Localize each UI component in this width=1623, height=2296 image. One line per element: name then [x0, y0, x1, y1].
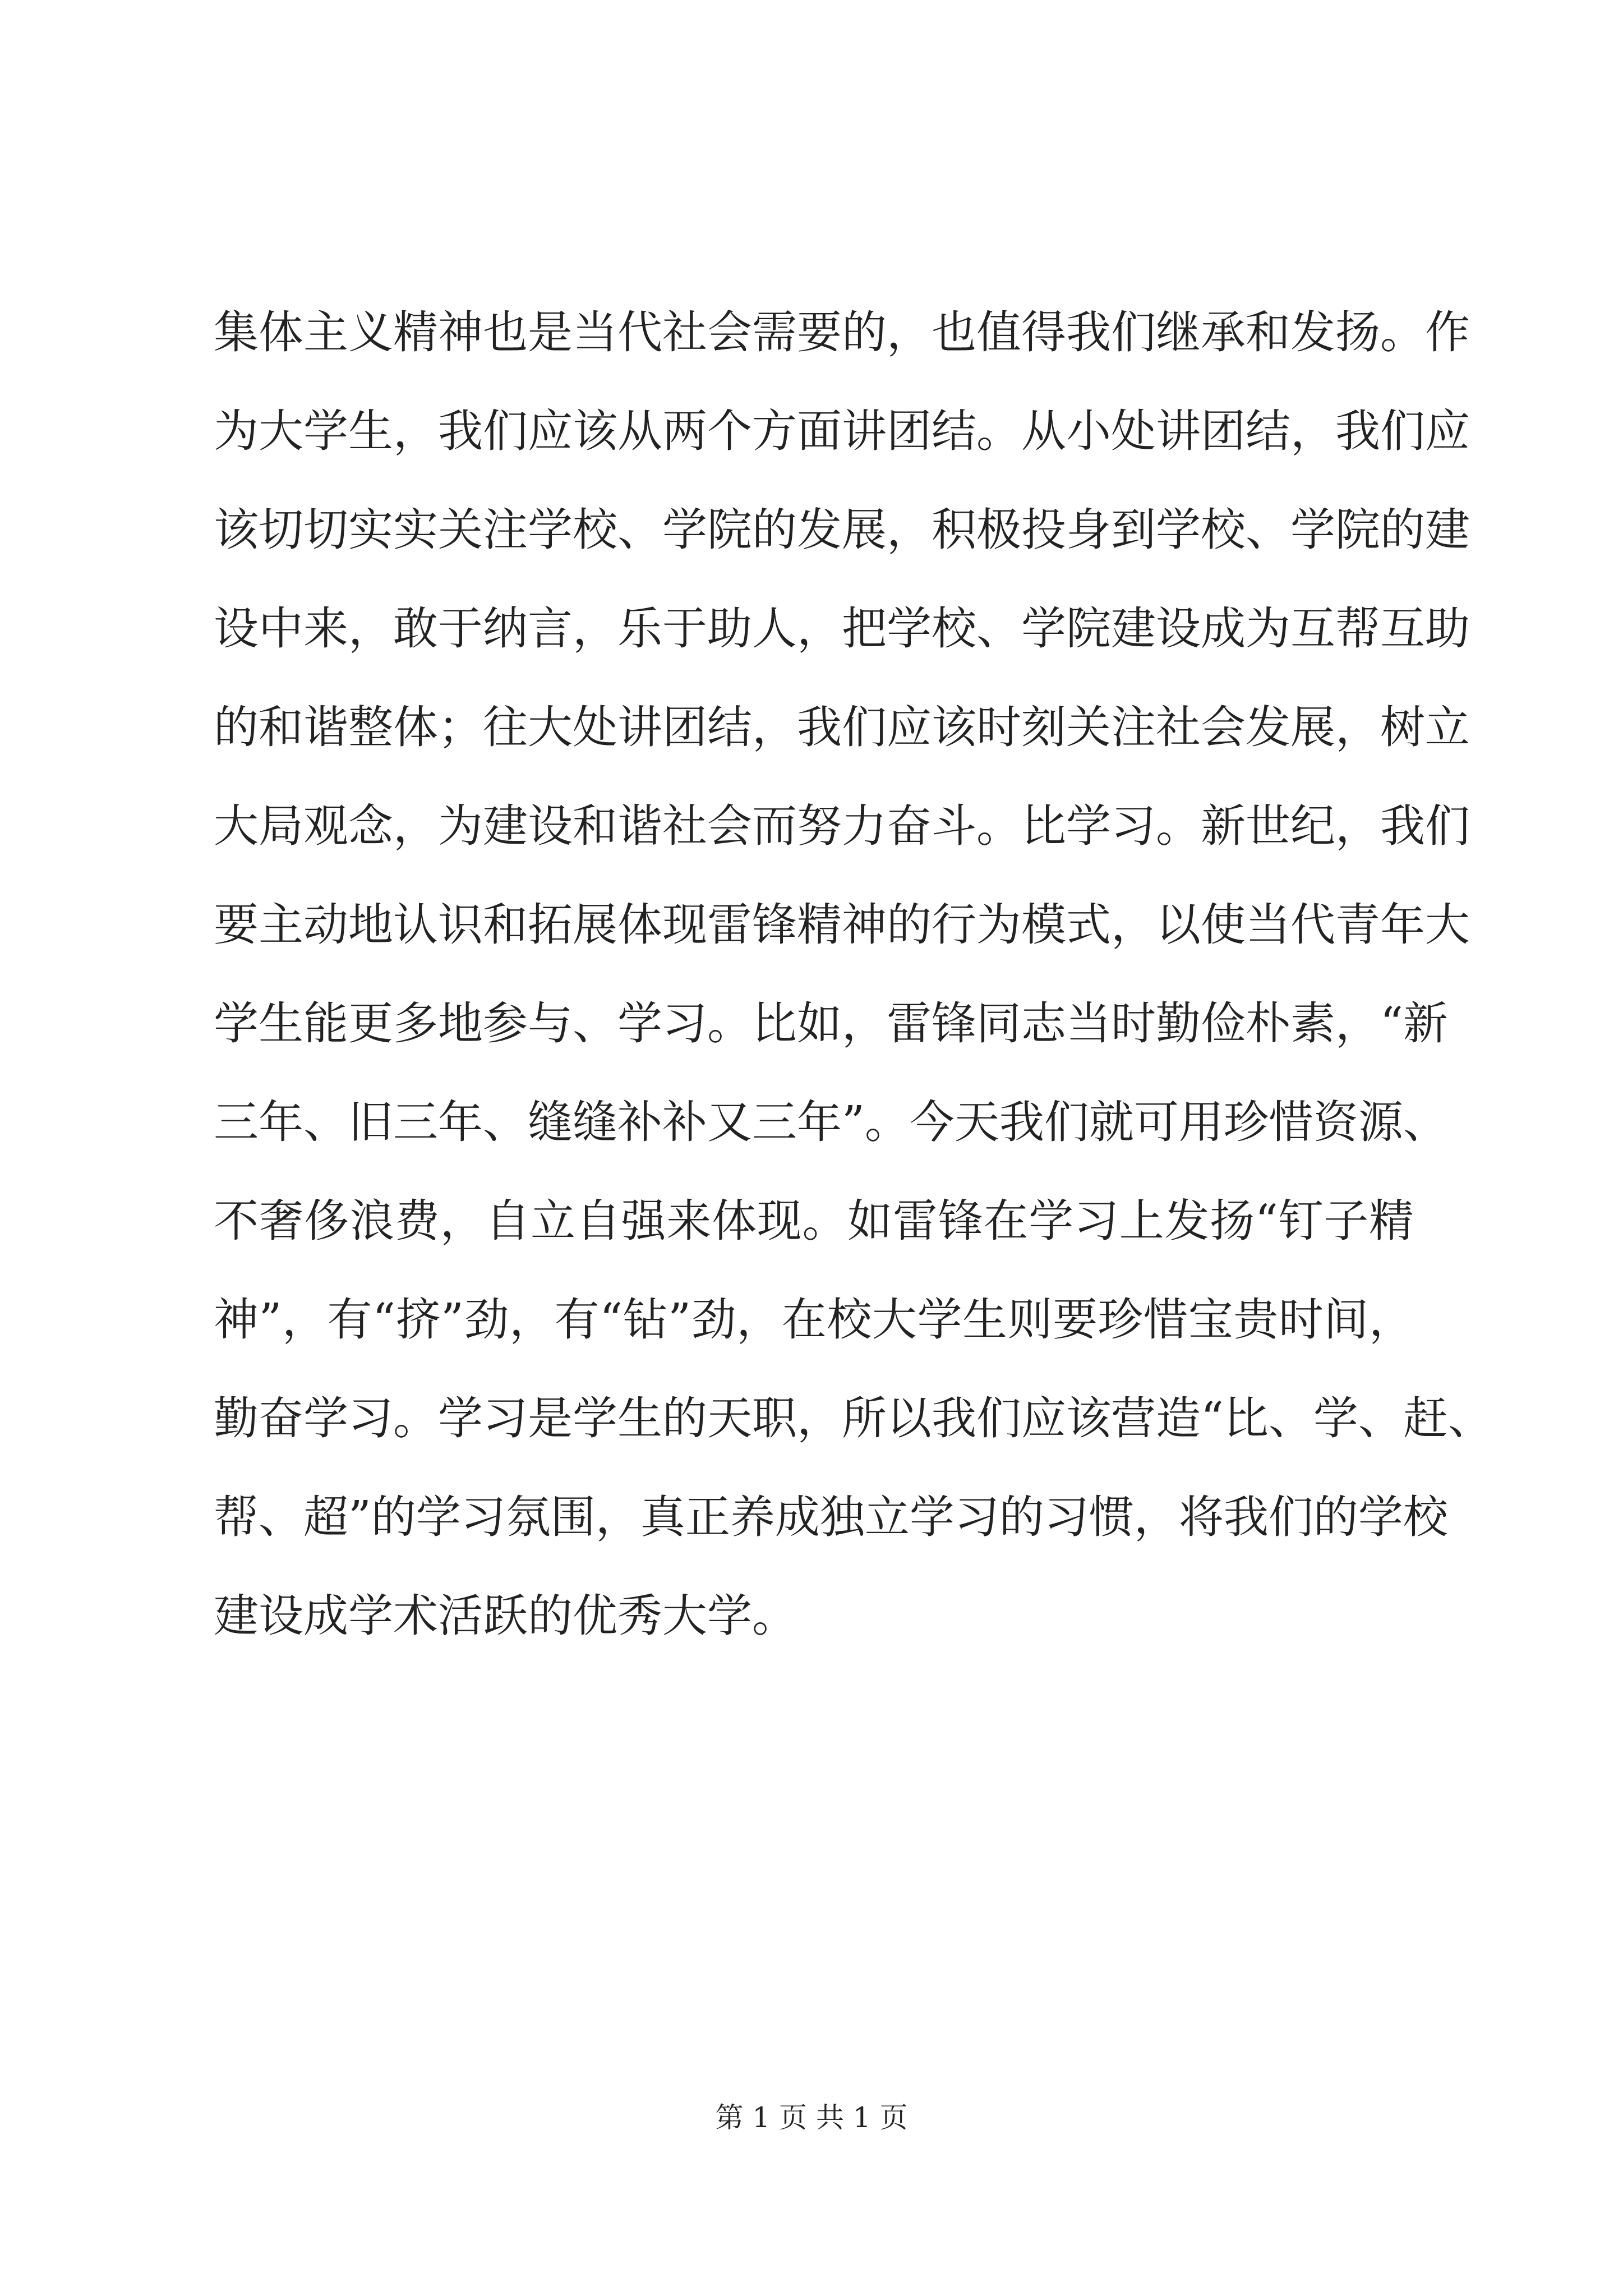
text-line: 建设成学术活跃的优秀大学。 — [214, 1590, 797, 1642]
text-line: 该切切实实关注学校、学院的发展，积极投身到学校、学院的建 — [214, 504, 1470, 556]
body-paragraph — [214, 283, 1493, 1665]
text-line: 为大学生，我们应该从两个方面讲团结。从小处讲团结，我们应 — [214, 405, 1470, 457]
text-line: 帮、超”的学习氛围，真正养成独立学习的习惯，将我们的学校 — [214, 1491, 1448, 1543]
text-line: 不奢侈浪费，自立自强来体现。如雷锋在学习上发扬“钉子精 — [214, 1195, 1414, 1247]
text-line: 集体主义精神也是当代社会需要的，也值得我们继承和发扬。作 — [214, 306, 1470, 358]
text-line: 勤奋学习。学习是学生的天职，所以我们应该营造“比、学、赶、 — [214, 1392, 1493, 1444]
text-line: 神”，有“挤”劲，有“钻”劲，在校大学生则要珍惜宝贵时间， — [214, 1294, 1414, 1346]
text-line: 设中来，敢于纳言，乐于助人，把学校、学院建设成为互帮互助 — [214, 602, 1470, 655]
text-line: 的和谐整体；往大处讲团结，我们应该时刻关注社会发展，树立 — [214, 701, 1470, 753]
text-line: 学生能更多地参与、学习。比如，雷锋同志当时勤俭朴素，“新 — [214, 997, 1448, 1050]
page-number-footer: 第 1 页 共 1 页 — [715, 2101, 908, 2134]
text-line: 三年、旧三年、缝缝补补又三年”。今天我们就可用珍惜资源、 — [214, 1096, 1448, 1148]
text-line: 要主动地认识和拓展体现雷锋精神的行为模式，以使当代青年大 — [214, 899, 1470, 951]
text-line: 大局观念，为建设和谐社会而努力奋斗。比学习。新世纪，我们 — [214, 800, 1470, 852]
